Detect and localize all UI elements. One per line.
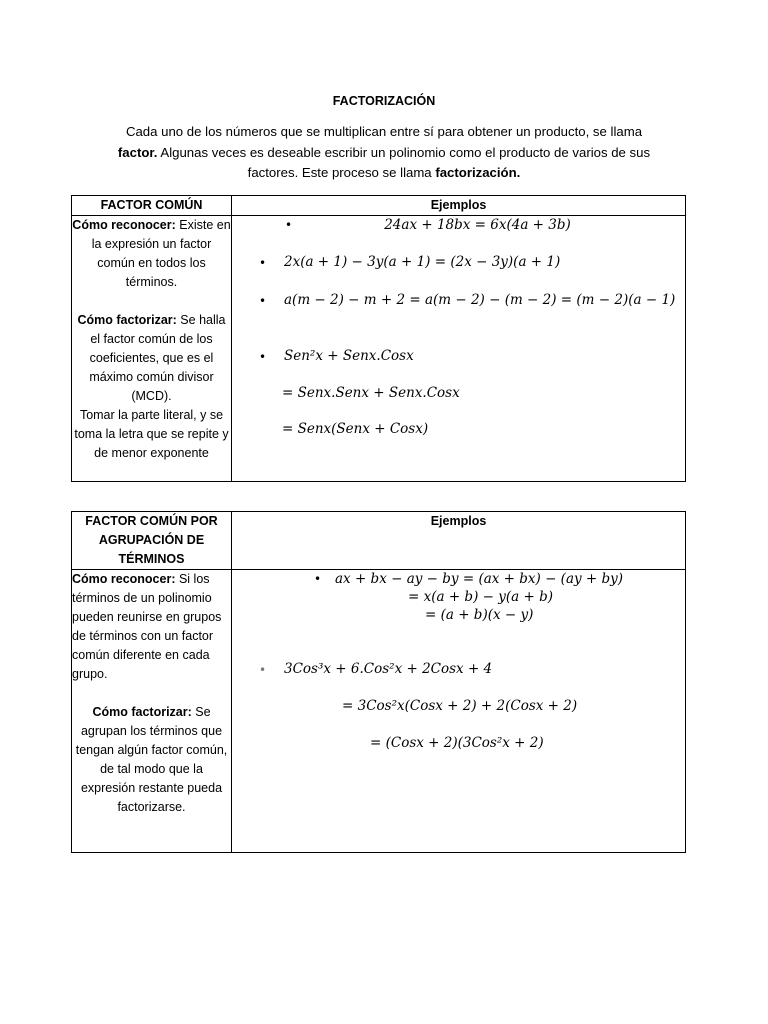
table1-reconocer-text: Existe en la expresión un factor común en todos los términos. — [91, 218, 231, 289]
bullet-icon: • — [314, 572, 322, 586]
table2-example-2: = x(a + b) − y(a + b) — [408, 589, 553, 605]
table2-header-left: FACTOR COMÚN POR AGRUPACIÓN DE TÉRMINOS — [72, 512, 232, 570]
table2-reconocer — [72, 570, 231, 684]
factor-comun-table — [71, 195, 686, 482]
table1-example-3: a(m − 2) − m + 2 = a(m − 2) − (m − 2) = (m − 2)(a − 1) — [284, 292, 676, 308]
table2-factorizar-text: Se agrupan los términos que tengan algún factor común, de tal modo que la expresión restante pueda factorizarse. — [75, 705, 228, 814]
table2-example-4: 3Cos³x + 6.Cos²x + 2Cosx + 4 — [284, 661, 493, 677]
table2-reconocer-label: Cómo reconocer: — [72, 572, 176, 586]
intro-bold-factor: factor. — [117, 144, 158, 160]
intro-text-2: Algunas veces es deseable escribir un polinomio como el producto de varios de sus factores. Este proceso se llama — [157, 144, 651, 180]
intro-text-1: Cada uno de los números que se multiplican entre sí para obtener un producto, se llama — [125, 124, 643, 139]
table2-example-1: ax + bx − ay − by = (ax + bx) − (ay + by) — [335, 571, 624, 587]
table1-example-5: = Senx.Senx + Senx.Cosx — [282, 385, 460, 401]
intro-paragraph — [104, 122, 664, 184]
bullet-icon: • — [259, 294, 267, 308]
table1-example-6: = Senx(Senx + Cosx) — [282, 421, 429, 437]
table2-description-cell — [72, 570, 232, 853]
table2-factorizar — [72, 703, 231, 817]
table1-factorizar-2: Tomar la parte literal, y se toma la letra que se repite y de menor exponente — [74, 408, 229, 460]
table1-header-left: FACTOR COMÚN — [72, 196, 232, 216]
table1-reconocer-label: Cómo reconocer: — [72, 218, 176, 232]
table2-factorizar-label: Cómo factorizar: — [92, 705, 192, 719]
intro-bold-factorizacion: factorización. — [435, 165, 521, 180]
bullet-icon: • — [285, 218, 293, 232]
table2-header-right: Ejemplos — [232, 512, 686, 570]
table1-factorizar-text: Se halla el factor común de los coeficientes, que es el máximo común divisor (MCD). — [89, 313, 226, 403]
table1-reconocer — [72, 216, 231, 292]
page-title: FACTORIZACIÓN — [332, 94, 436, 108]
table1-factorizar — [72, 311, 231, 406]
table1-header-right: Ejemplos — [232, 196, 686, 216]
table2-example-3: = (a + b)(x − y) — [425, 607, 534, 623]
table2-examples-cell — [232, 570, 686, 853]
table1-examples-cell — [232, 216, 686, 482]
bullet-icon: • — [259, 256, 267, 270]
table2-example-6: = (Cosx + 2)(3Cos²x + 2) — [370, 735, 544, 751]
bullet-icon: • — [259, 663, 267, 677]
table1-factorizar-label: Cómo factorizar: — [77, 313, 177, 327]
table1-example-2: 2x(a + 1) − 3y(a + 1) = (2x − 3y)(a + 1) — [284, 254, 561, 270]
table2-reconocer-text: Si los términos de un polinomio pueden reunirse en grupos de términos con un factor común diferente en cada grupo. — [72, 572, 222, 681]
table1-example-4: Sen²x + Senx.Cosx — [284, 348, 414, 364]
table2-example-5: = 3Cos²x(Cosx + 2) + 2(Cosx + 2) — [342, 698, 578, 714]
table1-description-cell — [72, 216, 232, 482]
bullet-icon: • — [259, 350, 267, 364]
agrupacion-table — [71, 511, 686, 853]
table1-example-1: 24ax + 18bx = 6x(4a + 3b) — [384, 217, 571, 233]
